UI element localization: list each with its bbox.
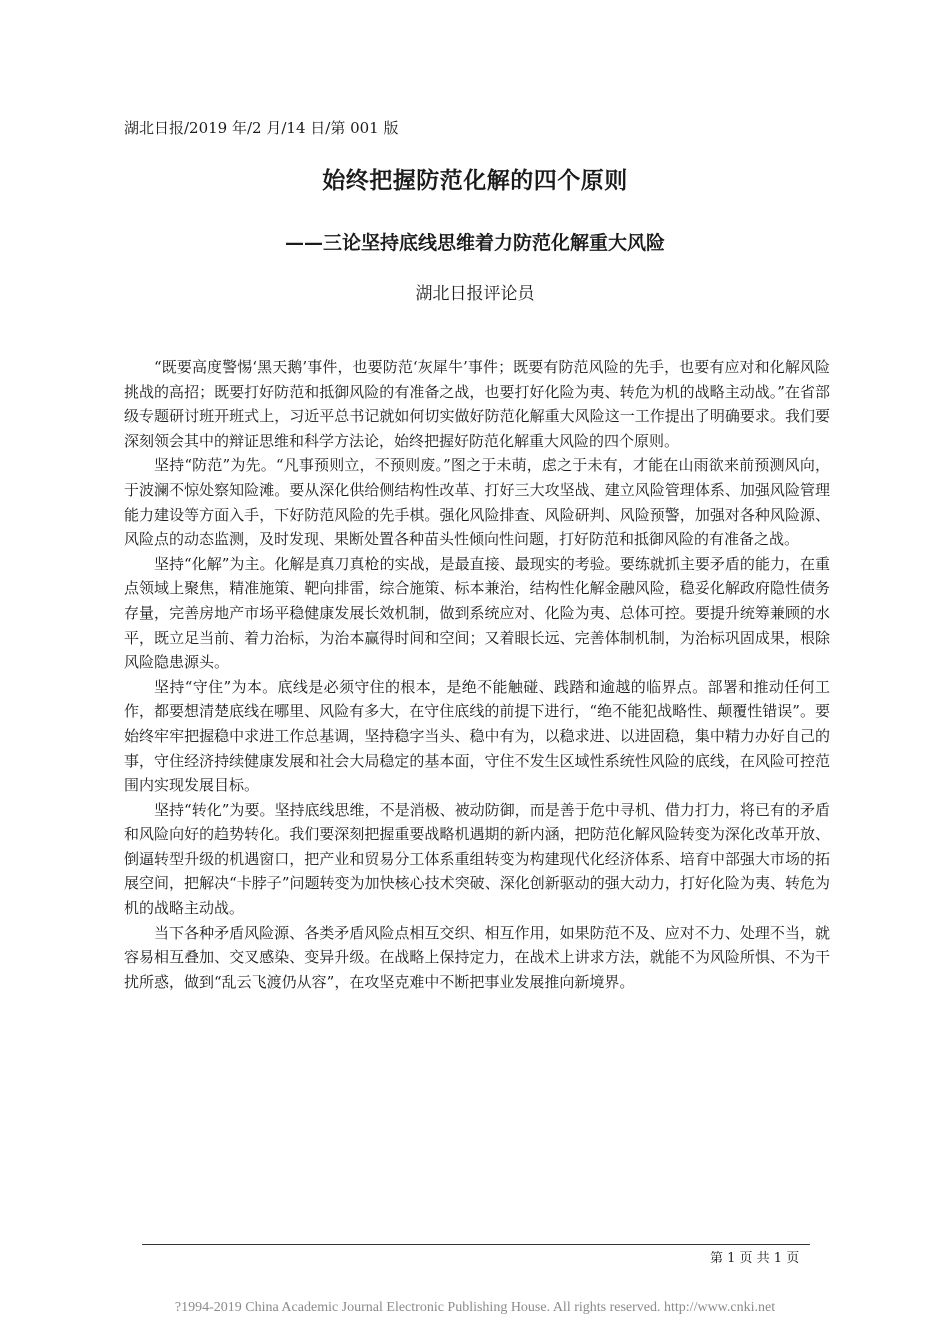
- paragraph-intro: “既要高度警惕‘黑天鹅’事件，也要防范‘灰犀牛’事件；既要有防范风险的先手，也要有应对和化解风险挑战的高招；既要打好防范和抵御风险的有准备之战，也要打好化险为夷、转危为机的战略主动战。”在省部级专题研讨班开班式上，习近平总书记就如何切实做好防范化解重大风险这一工作提出了明确要求。我们要深刻领会其中的辩证思维和科学方法论，始终把握好防范化解重大风险的四个原则。: [124, 358, 830, 450]
- paragraph-prevention: 坚持“防范”为先。“凡事预则立，不预则废。”图之于未萌，虑之于未有，才能在山雨欲来前预测风向，于波澜不惊处察知险滩。要从深化供给侧结构性改革、打好三大攻坚战、建立风险管理体系、加强风险管理能力建设等方面入手，下好防范风险的先手棋。强化风险排查、风险研判、风险预警，加强对各种风险源、风险点的动态监测，及时发现、果断处置各种苗头性倾向性问题，打好防范和抵御风险的有准备之战。: [124, 456, 830, 549]
- paragraph-conclusion: 当下各种矛盾风险源、各类矛盾风险点相互交织、相互作用，如果防范不及、应对不力、处理不当，就容易相互叠加、交叉感染、变异升级。在战略上保持定力，在战术上讲求方法，就能不为风险所惧、不为干扰所惑，做到“乱云飞渡仍从容”，在攻坚克难中不断把事业发展推向新境界。: [124, 923, 830, 991]
- paragraph-transformation: 坚持“转化”为要。坚持底线思维，不是消极、被动防御，而是善于危中寻机、借力打力，将已有的矛盾和风险向好的趋势转化。我们要深刻把握重要战略机遇期的新内涵，把防范化解风险转变为深化改革开放、倒逼转型升级的机遇窗口，把产业和贸易分工体系重组转变为构建现代化经济体系、培育中部强大市场的拓展空间，把解决“卡脖子”问题转变为加快核心技术突破、深化创新驱动的强大动力，打好化险为夷、转危为机的战略主动战。: [124, 800, 830, 918]
- article-title: 始终把握防范化解的四个原则: [322, 167, 628, 194]
- source-line: 湖北日报/2019 年/2 月/14 日/第 001 版: [124, 119, 399, 137]
- paragraph-resolution: 坚持“化解”为主。化解是真刀真枪的实战，是最直接、最现实的考验。要练就抓主要矛盾的能力，在重点领域上聚焦，精准施策、靶向排雷，综合施策、标本兼治，结构性化解金融风险，稳妥化解政府隐性债务存量，完善房地产市场平稳健康发展长效机制，做到系统应对、化险为夷、总体可控。要提升统筹兼顾的水平，既立足当前、着力治标，为治本赢得时间和空间；又着眼长远、完善体制机制，为治标巩固成果，根除风险隐患源头。: [124, 554, 830, 672]
- footer-divider: [142, 1244, 810, 1245]
- article-body: [124, 355, 830, 994]
- article-subtitle: ——三论坚持底线思维着力防范化解重大风险: [284, 232, 665, 254]
- copyright-notice: ?1994-2019 China Academic Journal Electronic Publishing House. All rights reserved. http://www.cnki.net: [174, 1300, 776, 1315]
- article-author: 湖北日报评论员: [415, 284, 535, 304]
- paragraph-safeguard: 坚持“守住”为本。底线是必须守住的根本，是绝不能触碰、践踏和逾越的临界点。部署和推动任何工作，都要想清楚底线在哪里、风险有多大，在守住底线的前提下进行，“绝不能犯战略性、颠覆性错误”。要始终牢牢把握稳中求进工作总基调，坚持稳字当头、稳中有为，以稳求进、以进固稳，集中精力办好自己的事，守住经济持续健康发展和社会大局稳定的基本面，守住不发生区域性系统性风险的底线，在风险可控范围内实现发展目标。: [124, 677, 830, 795]
- page-number: 第 1 页 共 1 页: [710, 1251, 800, 1266]
